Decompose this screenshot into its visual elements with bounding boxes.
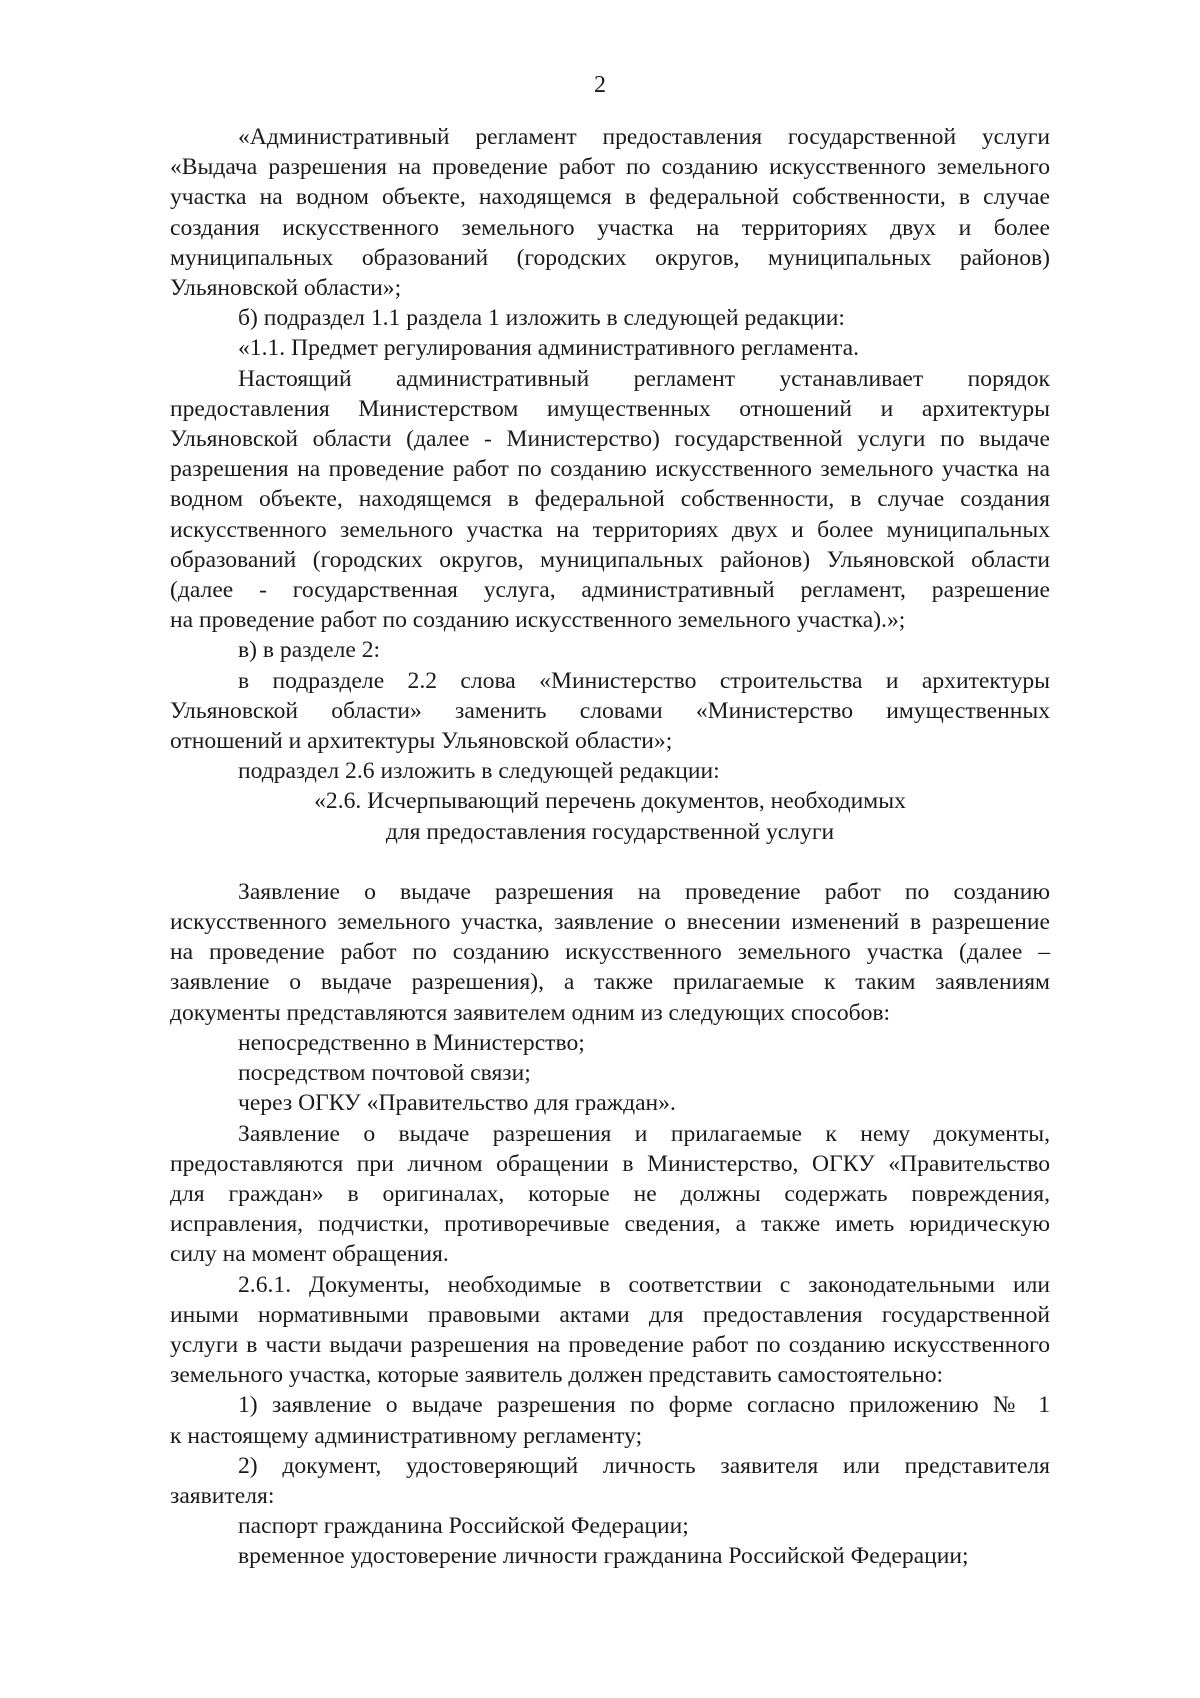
paragraph: Настоящий административный регламент устанавливает порядок xyxy=(238,365,1050,392)
paragraph-line: Ульяновской области» заменить словами «Министерство имущественных xyxy=(170,697,1050,724)
paragraph-line: муниципальных образований (городских округов, муниципальных районов) xyxy=(170,244,1050,271)
list-item: непосредственно в Министерство; xyxy=(238,1029,585,1056)
paragraph: Заявление о выдаче разрешения на проведение работ по созданию xyxy=(238,878,1050,905)
paragraph-line: Ульяновской области (далее - Министерство) государственной услуги по выдаче xyxy=(170,426,1050,453)
document-body xyxy=(170,122,1050,1572)
list-item: посредством почтовой связи; xyxy=(238,1060,531,1087)
paragraph-line: на проведение работ по созданию искусственного земельного участка).»; xyxy=(170,607,906,634)
paragraph: Заявление о выдаче разрешения и прилагаемые к нему документы, xyxy=(238,1120,1050,1147)
paragraph-line: искусственного земельного участка, заявление о внесении изменений в разрешение xyxy=(170,909,1050,936)
blank-line xyxy=(170,847,1050,877)
paragraph: подраздел 2.6 изложить в следующей редакции: xyxy=(238,758,720,785)
paragraph-line: силу на момент обращения. xyxy=(170,1241,449,1268)
paragraph: «Административный регламент предоставления государственной услуги xyxy=(238,124,1050,150)
paragraph-line: отношений и архитектуры Ульяновской области»; xyxy=(170,728,673,755)
paragraph-line: земельного участка, которые заявитель должен представить самостоятельно: xyxy=(170,1362,944,1389)
paragraph-line: искусственного земельного участка на территориях двух и более муниципальных xyxy=(170,516,1050,543)
paragraph-line: участка на водном объекте, находящемся в федеральной собственности, в случае xyxy=(170,184,1050,211)
paragraph-line: (далее - государственная услуга, административный регламент, разрешение xyxy=(170,577,1050,604)
paragraph-line: на проведение работ по созданию искусственного земельного участка (далее – xyxy=(170,939,1050,966)
paragraph: 2.6.1. Документы, необходимые в соответствии с законодательными или xyxy=(238,1271,1050,1298)
paragraph-line: исправления, подчистки, противоречивые сведения, а также иметь юридическую xyxy=(170,1211,1050,1238)
paragraph: б) подраздел 1.1 раздела 1 изложить в следующей редакции: xyxy=(238,305,845,332)
paragraph-line: иными нормативными правовыми актами для предоставления государственной xyxy=(170,1301,1050,1328)
list-item: паспорт гражданина Российской Федерации; xyxy=(238,1513,689,1540)
paragraph: 1) заявление о выдаче разрешения по форме согласно приложению № 1 xyxy=(238,1392,1050,1419)
paragraph-line: предоставления Министерством имущественных отношений и архитектуры xyxy=(170,395,1050,422)
paragraph-line: заявление о выдаче разрешения), а также прилагаемые к таким заявлениям xyxy=(170,969,1050,996)
paragraph-line: предоставляются при личном обращении в Министерство, ОГКУ «Правительство xyxy=(170,1150,1050,1177)
page-number: 2 xyxy=(594,72,606,98)
paragraph-line: «Выдача разрешения на проведение работ по созданию искусственного земельного xyxy=(170,154,1050,181)
paragraph: в подразделе 2.2 слова «Министерство строительства и архитектуры xyxy=(238,667,1050,694)
paragraph-line: документы представляются заявителем одним из следующих способов: xyxy=(170,999,891,1026)
list-item: через ОГКУ «Правительство для граждан». xyxy=(238,1090,676,1117)
paragraph-line: Ульяновской области»; xyxy=(170,275,402,302)
paragraph-line: для граждан» в оригиналах, которые не должны содержать повреждения, xyxy=(170,1180,1050,1207)
paragraph-line: разрешения на проведение работ по созданию искусственного земельного участка на xyxy=(170,456,1050,483)
paragraph-line: заявителя: xyxy=(170,1482,275,1509)
paragraph: в) в разделе 2: xyxy=(238,637,381,664)
paragraph-line: к настоящему административному регламенту; xyxy=(170,1422,643,1449)
paragraph-line: водном объекте, находящемся в федеральной собственности, в случае создания xyxy=(170,486,1050,513)
paragraph: «1.1. Предмет регулирования административного регламента. xyxy=(238,335,859,362)
paragraph-line: услуги в части выдачи разрешения на проведение работ по созданию искусственного xyxy=(170,1331,1050,1358)
paragraph: 2) документ, удостоверяющий личность заявителя или представителя xyxy=(238,1452,1050,1479)
section-heading-line: для предоставления государственной услуги xyxy=(385,818,835,845)
section-heading: «2.6. Исчерпывающий перечень документов, необходимых xyxy=(314,788,906,815)
paragraph-line: образований (городских округов, муниципальных районов) Ульяновской области xyxy=(170,546,1050,573)
paragraph-line: создания искусственного земельного участка на территориях двух и более xyxy=(170,214,1050,241)
list-item: временное удостоверение личности гражданина Российской Федерации; xyxy=(238,1543,969,1570)
